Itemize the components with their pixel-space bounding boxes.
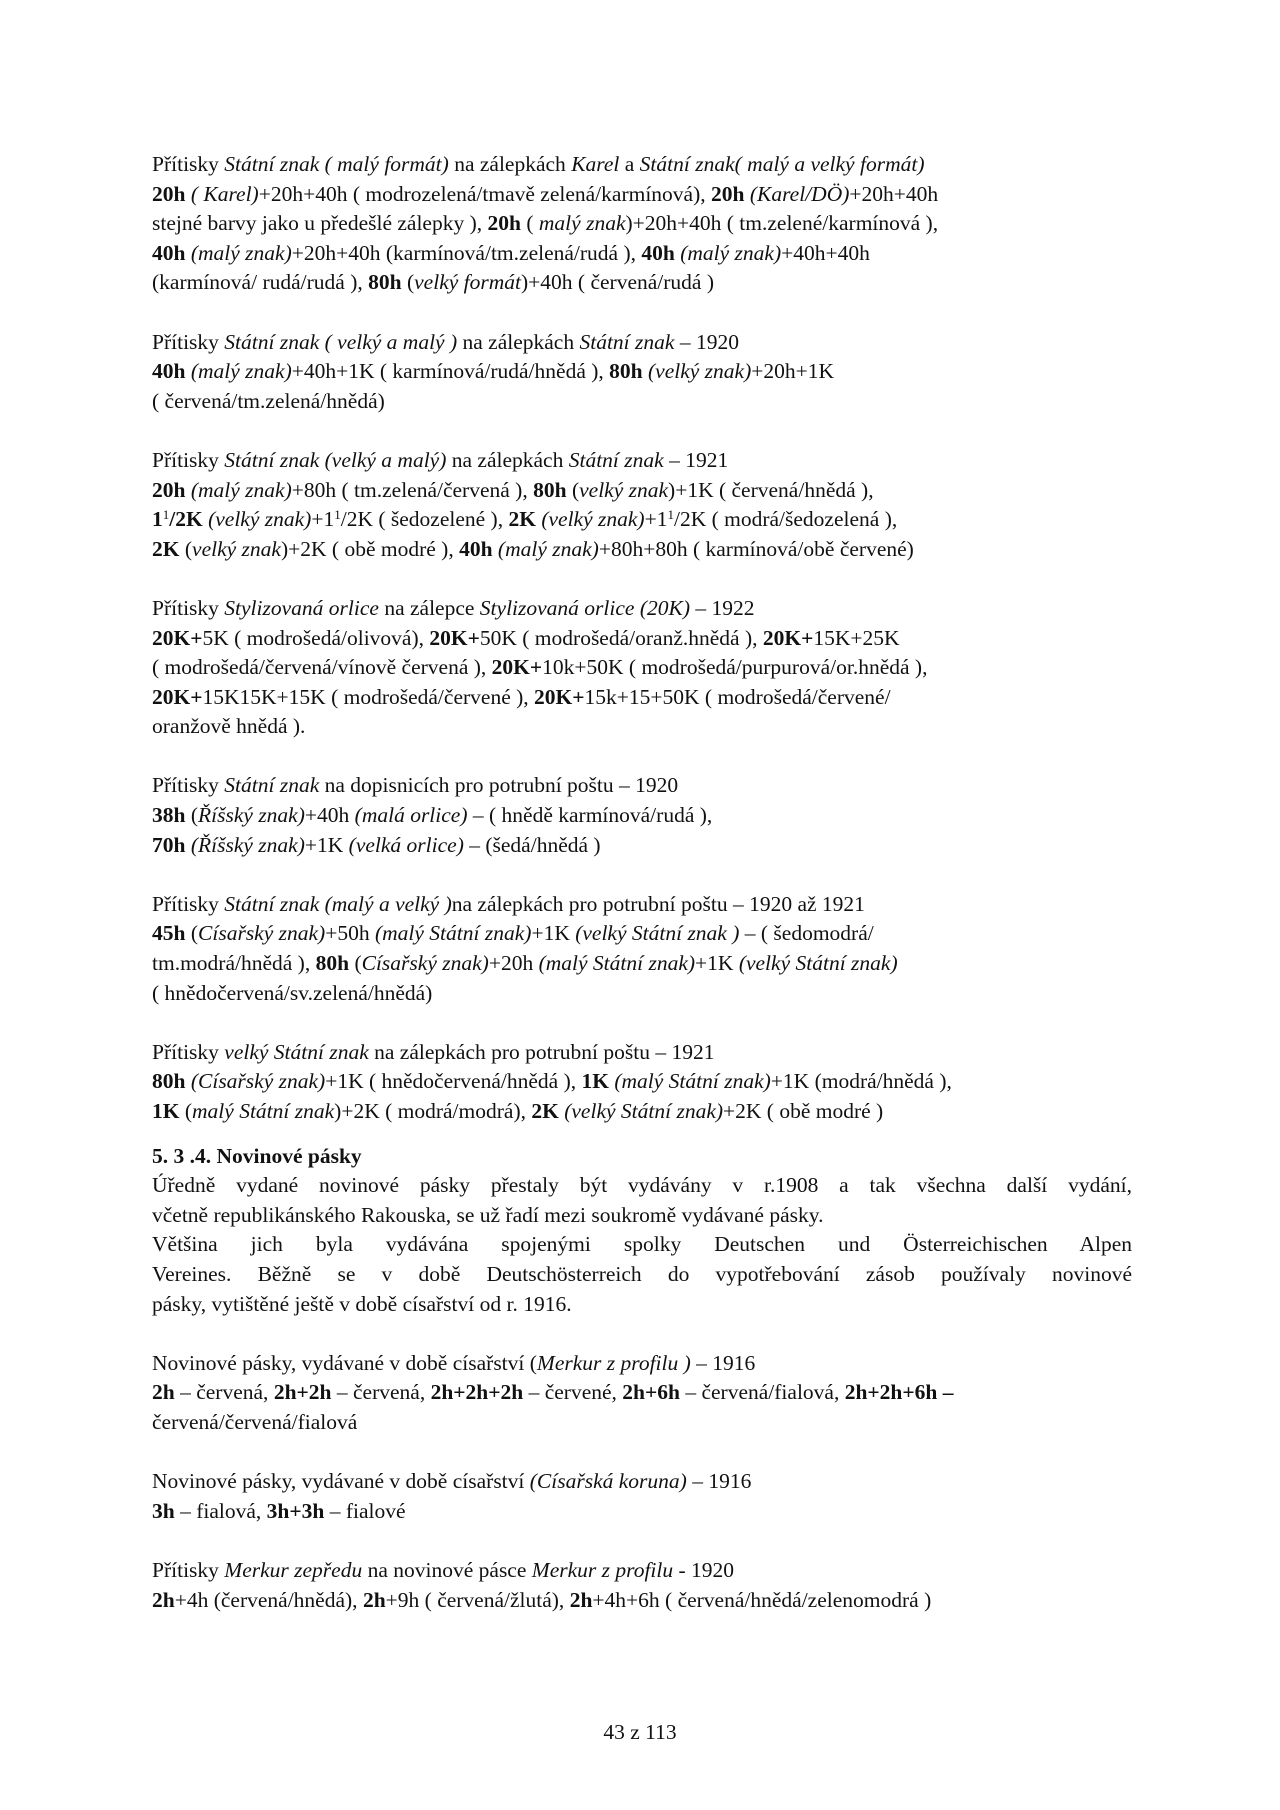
text-run: – fialové bbox=[324, 1498, 406, 1523]
text-run: Státní znak (malý a velký ) bbox=[224, 891, 452, 916]
text-line bbox=[152, 801, 1132, 831]
text-run: 2h+2h+6h – bbox=[844, 1380, 954, 1405]
text-line bbox=[152, 1067, 1132, 1097]
text-run: na zálepkách pro potrubní poštu – 1921 bbox=[368, 1039, 715, 1064]
text-run: Přítisky bbox=[152, 1039, 225, 1064]
text-run: Novinové pásky, vydávané v době císařství bbox=[152, 1469, 530, 1494]
text-run: 20h bbox=[487, 211, 521, 236]
text-line bbox=[152, 1467, 1132, 1497]
text-run: Novinové pásky, vydávané v době císařství ( bbox=[152, 1350, 537, 1375]
paragraph bbox=[152, 1467, 1132, 1526]
text-run: – 1922 bbox=[689, 595, 755, 620]
text-run: 15k+15+50K ( modrošedá/červené/ bbox=[584, 684, 891, 709]
text-run: 80h bbox=[315, 951, 350, 976]
text-run: +1 bbox=[644, 507, 668, 532]
text-run: ( bbox=[179, 536, 193, 561]
paragraph bbox=[152, 771, 1132, 860]
text-run: červená/červená/fialová bbox=[152, 1409, 358, 1434]
text-run: Stylizovaná orlice (20K) bbox=[479, 595, 690, 620]
text-run: 2h+2h+2h bbox=[430, 1380, 524, 1405]
text-line bbox=[152, 624, 1132, 654]
text-run: 80h bbox=[609, 359, 643, 384]
text-run: +50h bbox=[325, 921, 375, 946]
paragraph bbox=[152, 1556, 1132, 1615]
text-run: Přítisky bbox=[152, 447, 225, 472]
text-run: 2h bbox=[569, 1587, 593, 1612]
paragraph bbox=[152, 150, 1132, 298]
text-line bbox=[152, 239, 1132, 269]
text-run: ( bbox=[401, 270, 415, 295]
text-run: +20h+40h ( modrozelená/tmavě zelená/karmínová), bbox=[258, 181, 712, 206]
text-run: 38h bbox=[152, 803, 186, 828]
text-run: - 1920 bbox=[673, 1557, 735, 1582]
text-line bbox=[152, 949, 1132, 979]
text-run: 15K15K+15K ( modrošedá/červené ), bbox=[202, 684, 535, 709]
text-run: – ( hnědě karmínová/rudá ), bbox=[467, 803, 713, 828]
text-run: (Císařský znak) bbox=[185, 1069, 326, 1094]
text-run: Říšský znak) bbox=[198, 803, 305, 828]
text-run: Státní znak bbox=[224, 773, 320, 798]
text-line bbox=[152, 1586, 1132, 1616]
text-run: +40h bbox=[304, 803, 355, 828]
text-run: (velký Státní znak) bbox=[558, 1099, 724, 1123]
text-line bbox=[152, 653, 1132, 683]
text-run: +20h+1K bbox=[751, 359, 835, 384]
text-run: 2h+2h bbox=[273, 1380, 332, 1405]
section-body bbox=[152, 1171, 1132, 1319]
text-run: 20K+ bbox=[152, 684, 203, 709]
text-line bbox=[152, 150, 1132, 180]
text-run: 80h bbox=[152, 1069, 186, 1094]
text-run: )+40h ( červená/rudá ) bbox=[521, 270, 715, 295]
text-run: 20K+ bbox=[534, 684, 585, 709]
text-run: ( bbox=[520, 211, 539, 236]
text-run: +20h+40h bbox=[849, 181, 939, 206]
text-line bbox=[152, 180, 1132, 210]
paragraph bbox=[152, 1349, 1132, 1438]
text-run: 2K bbox=[531, 1099, 559, 1123]
text-run: – červené, bbox=[523, 1380, 623, 1405]
text-run: Státní znak bbox=[568, 447, 664, 472]
text-run: +80h+80h ( karmínová/obě červené) bbox=[598, 536, 914, 561]
text-run: 40h bbox=[459, 536, 493, 561]
text-run: /2K ( šedozelené ), bbox=[340, 507, 509, 532]
text-run: Státní znak ( malý formát) bbox=[224, 152, 449, 176]
text-run: – 1916 bbox=[690, 1350, 756, 1375]
text-run: ( červená/tm.zelená/hnědá) bbox=[152, 388, 385, 413]
text-line bbox=[152, 446, 1132, 476]
text-run: – 1920 bbox=[674, 329, 739, 354]
text-run: +1 bbox=[311, 507, 335, 532]
text-run: )+2K ( modrá/modrá), bbox=[334, 1099, 532, 1123]
text-line bbox=[152, 268, 1132, 298]
text-run: +1K bbox=[531, 921, 576, 946]
text-run: (malý Státní znak) bbox=[608, 1069, 771, 1094]
text-run: Merkur zepředu bbox=[224, 1557, 363, 1582]
text-line bbox=[152, 535, 1132, 565]
text-run: – ( šedomodrá/ bbox=[739, 921, 874, 946]
text-line bbox=[152, 1556, 1132, 1586]
text-run: 80h bbox=[368, 270, 402, 295]
text-run: na zálepkách bbox=[448, 152, 572, 176]
text-run: 10k+50K ( modrošedá/purpurová/or.hnědá ), bbox=[542, 655, 928, 680]
text-run: 40h bbox=[152, 359, 186, 384]
text-run: 1K bbox=[152, 1099, 180, 1123]
text-run: 20h bbox=[711, 181, 745, 206]
text-run: ( bbox=[185, 803, 199, 828]
text-run: (malý znak) bbox=[492, 536, 599, 561]
text-run: Stylizovaná orlice bbox=[224, 595, 379, 620]
paragraph bbox=[152, 890, 1132, 1008]
text-run: 1K bbox=[581, 1069, 609, 1094]
page-number: 43 z 113 bbox=[603, 1720, 677, 1744]
text-line bbox=[152, 919, 1132, 949]
section-heading: 5. 3 .4. Novinové pásky bbox=[152, 1143, 362, 1168]
text-run: +40h+1K ( karmínová/rudá/hnědá ), bbox=[291, 359, 610, 384]
text-run: 2K bbox=[508, 507, 536, 532]
text-run: (malý znak) bbox=[185, 240, 292, 265]
text-run: +40h+40h bbox=[781, 240, 870, 265]
text-run: (malý znak) bbox=[674, 240, 782, 265]
text-run: Státní znak bbox=[579, 329, 675, 354]
text-run: malý Státní znak bbox=[192, 1099, 335, 1123]
text-run: ( bbox=[179, 1099, 193, 1123]
text-run: 1 bbox=[667, 507, 674, 523]
paragraph bbox=[152, 594, 1132, 742]
text-run: (velký Státní znak) bbox=[738, 951, 898, 976]
text-line bbox=[152, 1408, 1132, 1438]
text-run: 20K+ bbox=[762, 625, 814, 650]
text-run: (malý Státní znak) bbox=[374, 921, 532, 946]
text-run: velký formát bbox=[414, 270, 522, 295]
text-run: 2h bbox=[152, 1587, 175, 1612]
text-run: – fialová, bbox=[174, 1498, 267, 1523]
text-run: tm.modrá/hnědá ), bbox=[152, 951, 316, 976]
text-run: Státní znak (velký a malý) bbox=[224, 447, 447, 472]
body-line: Úředně vydané novinové pásky přestaly být vydávány v r.1908 a tak všechna další vydání, bbox=[152, 1173, 1132, 1198]
text-run: (Říšský znak) bbox=[185, 832, 305, 857]
text-run: 20K+ bbox=[491, 655, 543, 680]
text-run: ( modrošedá/červená/vínově červená ), bbox=[152, 655, 492, 680]
text-run: – 1916 bbox=[686, 1469, 752, 1494]
text-line bbox=[152, 683, 1132, 713]
text-run: Karel bbox=[571, 152, 620, 176]
text-run: +20h+40h (karmínová/tm.zelená/rudá ), bbox=[291, 240, 642, 265]
text-run: (malý Státní znak) bbox=[538, 951, 696, 976]
text-run: – (šedá/hnědá ) bbox=[463, 832, 601, 857]
text-run: na novinové pásce bbox=[362, 1557, 532, 1582]
text-run: 20K+ bbox=[152, 625, 203, 650]
text-line bbox=[152, 1497, 1132, 1527]
text-line bbox=[152, 387, 1132, 417]
text-line bbox=[152, 771, 1132, 801]
text-run: /2K bbox=[169, 507, 203, 532]
text-run: (velká orlice) bbox=[348, 832, 464, 857]
text-run: malý znak bbox=[538, 211, 626, 236]
text-run: Císařský znak) bbox=[361, 951, 489, 976]
paragraph bbox=[152, 328, 1132, 417]
text-line bbox=[152, 476, 1132, 506]
paragraph bbox=[152, 446, 1132, 564]
text-run: velký znak bbox=[579, 477, 669, 502]
text-run: na zálepce bbox=[378, 595, 480, 620]
text-line bbox=[152, 357, 1132, 387]
text-run: ( bbox=[349, 951, 362, 976]
text-line bbox=[152, 1038, 1132, 1068]
text-run: 40h bbox=[152, 240, 186, 265]
text-run: 2h+6h bbox=[622, 1380, 680, 1405]
text-run: 1 bbox=[152, 507, 163, 532]
text-run: +4h (červená/hnědá), bbox=[174, 1587, 363, 1612]
text-run: 45h bbox=[152, 921, 186, 946]
text-line bbox=[152, 1349, 1132, 1379]
text-run: +80h ( tm.zelená/červená ), bbox=[291, 477, 534, 502]
text-run: +2K ( obě modré ) bbox=[723, 1099, 884, 1123]
text-run: +9h ( červená/žlutá), bbox=[385, 1587, 570, 1612]
text-line bbox=[152, 328, 1132, 358]
text-run: 5K ( modrošedá/olivová), bbox=[202, 625, 430, 650]
paragraph bbox=[152, 1038, 1132, 1127]
text-run: (velký Státní znak ) bbox=[575, 921, 740, 946]
text-run: (karmínová/ rudá/rudá ), bbox=[152, 270, 369, 295]
text-run: +1K bbox=[695, 951, 739, 976]
text-run: +1K bbox=[304, 832, 349, 857]
text-run: – červená/fialová, bbox=[679, 1380, 845, 1405]
text-run: 15K+25K bbox=[813, 625, 900, 650]
body-line: včetně republikánského Rakouska, se už řadí mezi soukromě vydávané pásky. bbox=[152, 1202, 824, 1227]
text-run: +20h bbox=[488, 951, 539, 976]
text-run: Přítisky bbox=[152, 329, 225, 354]
text-line bbox=[152, 505, 1132, 535]
body-line: pásky, vytištěné ještě v době císařství od r. 1916. bbox=[152, 1291, 572, 1316]
text-line bbox=[152, 979, 1132, 1009]
text-line bbox=[152, 209, 1132, 239]
text-run: 1 bbox=[162, 507, 170, 523]
text-run: – červená, bbox=[174, 1380, 274, 1405]
text-run: 20K+ bbox=[429, 625, 480, 650]
text-line bbox=[152, 1097, 1132, 1127]
text-run: 3h bbox=[152, 1498, 175, 1523]
text-run: 2h bbox=[152, 1380, 175, 1405]
text-run: velký Státní znak bbox=[224, 1039, 369, 1064]
text-line bbox=[152, 831, 1132, 861]
text-line bbox=[152, 1378, 1132, 1408]
text-run: )+2K ( obě modré ), bbox=[280, 536, 460, 561]
text-run: (Císařská koruna) bbox=[529, 1469, 687, 1494]
text-run: 1 bbox=[334, 507, 341, 523]
text-run: na zálepkách bbox=[446, 447, 569, 472]
text-run: +1K ( hnědočervená/hnědá ), bbox=[325, 1069, 582, 1094]
text-run: /2K ( modrá/šedozelená ), bbox=[673, 507, 898, 532]
text-run: (Karel/DÖ) bbox=[744, 181, 850, 206]
text-run: (malý znak) bbox=[185, 359, 292, 384]
text-run: ( Karel) bbox=[185, 181, 259, 206]
text-run: – 1921 bbox=[663, 447, 729, 472]
page-content bbox=[152, 150, 1132, 1615]
text-run: Přítisky bbox=[152, 773, 225, 798]
text-run: Přítisky bbox=[152, 595, 225, 620]
text-run: Císařský znak) bbox=[198, 921, 326, 946]
text-run: ( hnědočervená/sv.zelená/hnědá) bbox=[152, 980, 433, 1005]
text-run: – červená, bbox=[331, 1380, 431, 1405]
text-run: stejné barvy jako u předešlé zálepky ), bbox=[152, 211, 488, 236]
text-run: 40h bbox=[641, 240, 675, 265]
text-run: oranžově hnědá ). bbox=[152, 714, 306, 739]
text-run: (velký znak) bbox=[202, 507, 312, 532]
text-run: (malá orlice) bbox=[354, 803, 468, 828]
text-run: Státní znak( malý a velký formát) bbox=[639, 152, 925, 176]
text-run: 3h+3h bbox=[266, 1498, 325, 1523]
text-run: Státní znak ( velký a malý ) bbox=[224, 329, 458, 354]
text-run: Přítisky bbox=[152, 1557, 225, 1582]
text-run: 80h bbox=[533, 477, 567, 502]
text-run: (velký znak) bbox=[535, 507, 645, 532]
body-line: Vereines. Běžně se v době Deutschösterreich do vypotřebování zásob používaly novinové bbox=[152, 1261, 1132, 1286]
text-run: Merkur z profilu ) bbox=[536, 1350, 691, 1375]
text-run: na zálepkách pro potrubní poštu – 1920 až 1921 bbox=[451, 891, 865, 916]
text-run: Přítisky bbox=[152, 891, 225, 916]
text-run: )+1K ( červená/hnědá ), bbox=[668, 477, 874, 502]
text-line bbox=[152, 712, 1132, 742]
text-run: ( bbox=[566, 477, 580, 502]
text-run: Merkur z profilu bbox=[531, 1557, 674, 1582]
text-run: 70h bbox=[152, 832, 186, 857]
text-run: )+20h+40h ( tm.zelené/karmínová ), bbox=[625, 211, 939, 236]
text-run: na zálepkách bbox=[457, 329, 580, 354]
text-run: 2K bbox=[152, 536, 180, 561]
text-run: (malý znak) bbox=[185, 477, 292, 502]
text-run: 50K ( modrošedá/oranž.hnědá ), bbox=[479, 625, 763, 650]
text-line bbox=[152, 594, 1132, 624]
text-run: velký znak bbox=[192, 536, 281, 561]
text-run: 20h bbox=[152, 477, 186, 502]
text-run: 2h bbox=[362, 1587, 386, 1612]
body-line: Většina jich byla vydávána spojenými spolky Deutschen und Österreichischen Alpen bbox=[152, 1232, 1132, 1257]
text-run: ( bbox=[185, 921, 199, 946]
text-run: Přítisky bbox=[152, 152, 225, 176]
text-run: +4h+6h ( červená/hnědá/zelenomodrá ) bbox=[592, 1587, 932, 1612]
text-run: a bbox=[619, 152, 640, 176]
text-run: +1K (modrá/hnědá ), bbox=[770, 1069, 952, 1094]
text-line bbox=[152, 890, 1132, 920]
text-run: 20h bbox=[152, 181, 186, 206]
text-run: (velký znak) bbox=[642, 359, 752, 384]
text-run: na dopisnicích pro potrubní poštu – 1920 bbox=[319, 773, 679, 798]
